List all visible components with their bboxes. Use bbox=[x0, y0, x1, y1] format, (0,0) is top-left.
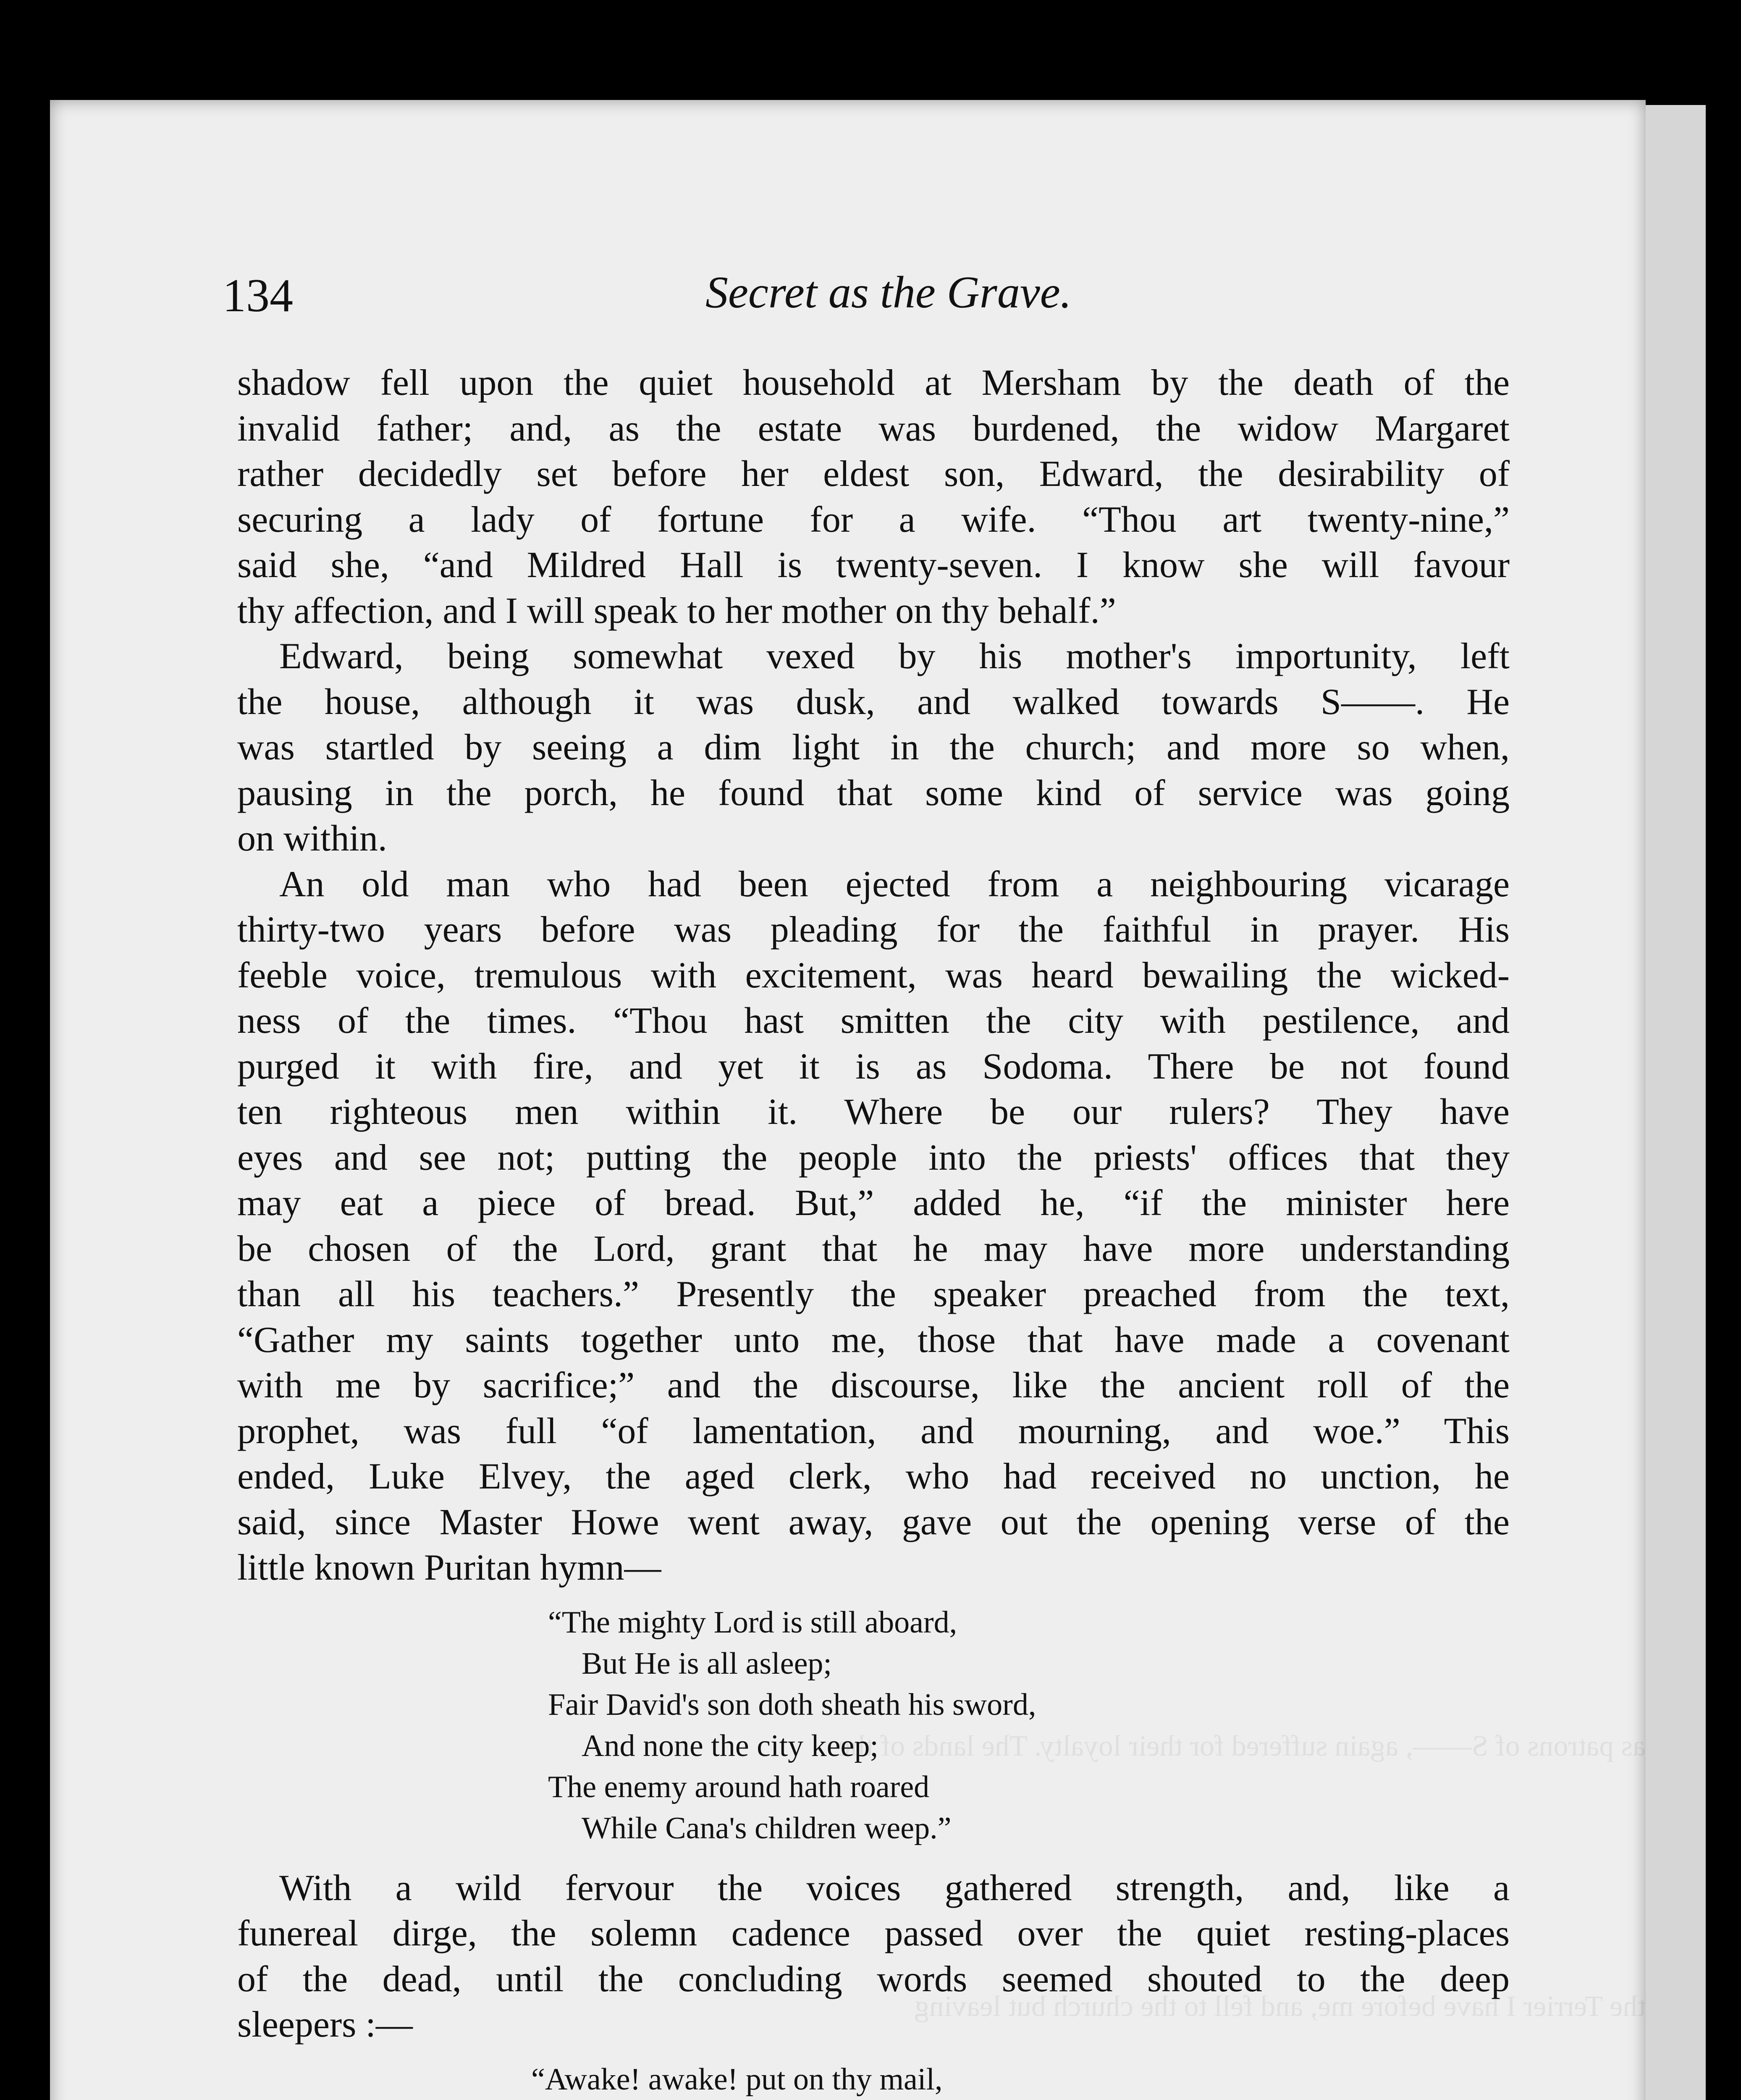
text-line: An old man who had been ejected from a neighbouring vicarage bbox=[279, 864, 1510, 905]
adjacent-page-edge bbox=[1638, 105, 1706, 2100]
text-line: “Gather my saints together unto me, those that have made a covenant bbox=[237, 1319, 1510, 1360]
text-line: may eat a piece of bread. But,” added he, “if the minister here bbox=[237, 1183, 1510, 1223]
text-line: with me by sacrifice;” and the discourse, like the ancient roll of the bbox=[237, 1365, 1510, 1406]
text-line: on within. bbox=[237, 818, 387, 859]
text-line: pausing in the porch, he found that some kind of service was going bbox=[237, 772, 1510, 814]
text-line: be chosen of the Lord, grant that he may have more understanding bbox=[237, 1228, 1510, 1269]
text-line: said she, “and Mildred Hall is twenty-seven. I know she will favour bbox=[237, 545, 1510, 585]
hymn-verse bbox=[237, 2059, 1510, 2100]
text-line: invalid father; and, as the estate was burdened, the widow Margaret bbox=[237, 408, 1510, 449]
paragraph bbox=[237, 634, 1510, 862]
paragraph bbox=[237, 360, 1510, 634]
verse-line: “Awake! awake! put on thy mail, bbox=[531, 2062, 943, 2097]
text-line: sleepers :— bbox=[237, 2004, 413, 2045]
text-line: shadow fell upon the quiet household at Mersham by the death of the bbox=[237, 362, 1510, 403]
text-line: feeble voice, tremulous with excitement, was heard bewailing the wicked- bbox=[237, 955, 1510, 996]
paragraph bbox=[237, 862, 1510, 1591]
bleed-through-text: as patrons of S——, again suffered for their loyalty. The lands of the bbox=[837, 1730, 1646, 1762]
text-line: With a wild fervour the voices gathered strength, and, like a bbox=[279, 1867, 1510, 1908]
text-line: little known Puritan hymn— bbox=[237, 1547, 661, 1588]
text-line: thy affection, and I will speak to her mother on thy behalf.” bbox=[237, 590, 1116, 631]
text-line: Edward, being somewhat vexed by his mother's importunity, left bbox=[279, 636, 1510, 677]
text-line: the house, although it was dusk, and walked towards S——. He bbox=[237, 681, 1510, 722]
text-line: ended, Luke Elvey, the aged clerk, who had received no unction, he bbox=[237, 1456, 1510, 1497]
text-line: securing a lady of fortune for a wife. “Thou art twenty-nine,” bbox=[237, 499, 1510, 540]
text-line: ten righteous men within it. Where be our rulers? They have bbox=[237, 1092, 1510, 1132]
text-line: prophet, was full “of lamentation, and mourning, and woe.” This bbox=[237, 1410, 1510, 1452]
hymn-verse bbox=[237, 1602, 1510, 1849]
text-line: of the dead, until the concluding words seemed shouted to the deep bbox=[237, 1958, 1510, 2000]
text-line: ness of the times. “Thou hast smitten the city with pestilence, and bbox=[237, 1000, 1510, 1041]
verse-line: “The mighty Lord is still aboard, bbox=[548, 1605, 957, 1640]
body-text bbox=[237, 360, 1510, 2100]
verse-line: Fair David's son doth sheath his sword, bbox=[548, 1687, 1036, 1722]
verse-line: But He is all asleep; bbox=[582, 1646, 832, 1681]
text-line: purged it with fire, and yet it is as Sodoma. There be not found bbox=[237, 1046, 1510, 1087]
text-line: thirty-two years before was pleading for the faithful in prayer. His bbox=[237, 909, 1510, 950]
running-title: Secret as the Grave. bbox=[705, 268, 1072, 318]
bleed-through-text: the Terrier I have before me, and fell to the church but leaving bbox=[914, 1990, 1646, 2023]
page-number: 134 bbox=[223, 270, 293, 322]
verse-line: The enemy around hath roared bbox=[548, 1769, 930, 1804]
text-line: funereal dirge, the solemn cadence passed over the quiet resting-places bbox=[237, 1913, 1510, 1954]
paragraph bbox=[237, 1866, 1510, 2048]
text-line: rather decidedly set before her eldest son, Edward, the desirability of bbox=[237, 454, 1510, 494]
text-line: was startled by seeing a dim light in the church; and more so when, bbox=[237, 727, 1510, 768]
verse-line: While Cana's children weep.” bbox=[582, 1811, 952, 1845]
verse-line: And none the city keep; bbox=[582, 1728, 878, 1763]
text-line: than all his teachers.” Presently the speaker preached from the text, bbox=[237, 1274, 1510, 1315]
text-line: said, since Master Howe went away, gave out the opening verse of the bbox=[237, 1502, 1510, 1543]
text-line: eyes and see not; putting the people into the priests' offices that they bbox=[237, 1137, 1510, 1178]
